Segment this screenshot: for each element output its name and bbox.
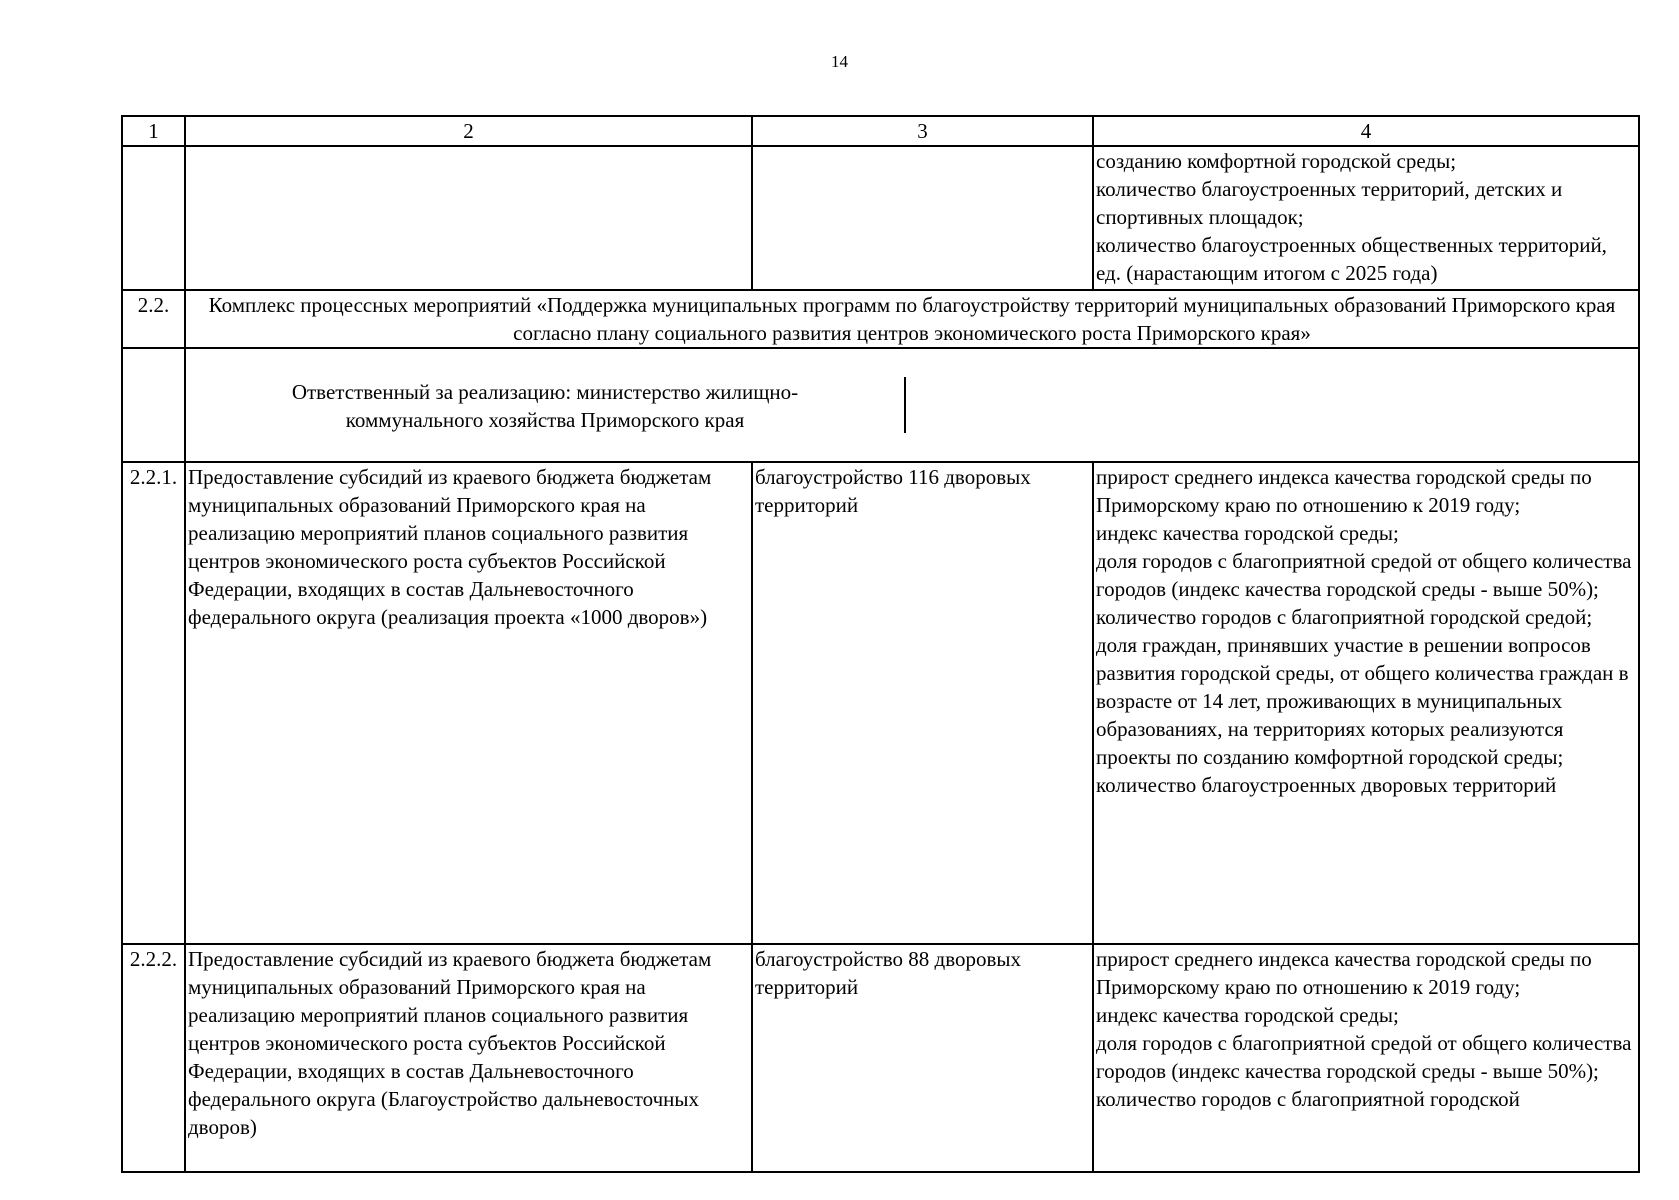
complex-row bbox=[122, 290, 1639, 348]
header-col-1: 1 bbox=[122, 116, 185, 146]
row-indicators: прирост среднего индекса качества городской среды по Приморскому краю по отношению к 2019 году; индекс качества городской среды; доля городов с благоприятной средой от общего количества городов (индекс качества городской среды - выше 50%); количество городов с благоприятной городской средой; доля граждан, принявших участие в решении вопросов развития городской среды, от общего количества граждан в возрасте от 14 лет, проживающих в муниципальных образованиях, на территориях которых реализуются проекты по созданию комфортной городской среды; количество благоустроенных дворовых территорий bbox=[1093, 462, 1639, 944]
header-col-3: 3 bbox=[752, 116, 1093, 146]
complex-number: 2.2. bbox=[122, 290, 185, 348]
row-result: благоустройство 116 дворовых территорий bbox=[752, 462, 1093, 944]
responsible-col-1 bbox=[122, 348, 185, 462]
row-indicators: прирост среднего индекса качества городской среды по Приморскому краю по отношению к 2019 году; индекс качества городской среды; доля городов с благоприятной средой от общего количества городов (индекс качества городской среды - выше 50%); количество городов с благоприятной городской bbox=[1093, 944, 1639, 1172]
header-col-4: 4 bbox=[1093, 116, 1639, 146]
continuation-col-3 bbox=[752, 146, 1093, 290]
complex-title: Комплекс процессных мероприятий «Поддержка муниципальных программ по благоустройству территорий муниципальных образований Приморского края согласно плану социального развития центров экономического роста Приморского края» bbox=[185, 290, 1639, 348]
table-header-row bbox=[122, 116, 1639, 146]
continuation-col-2 bbox=[185, 146, 752, 290]
responsible-cell bbox=[185, 348, 1639, 462]
measures-table bbox=[121, 115, 1640, 1173]
continuation-col-1 bbox=[122, 146, 185, 290]
header-col-2: 2 bbox=[185, 116, 752, 146]
continuation-indicators: созданию комфортной городской среды; количество благоустроенных территорий, детских и спортивных площадок; количество благоустроенных общественных территорий, ед. (нарастающим итогом с 2025 года) bbox=[1093, 146, 1639, 290]
responsible-empty bbox=[906, 377, 1638, 433]
row-description: Предоставление субсидий из краевого бюджета бюджетам муниципальных образований Приморского края на реализацию мероприятий планов социального развития центров экономического роста субъектов Российской Федерации, входящих в состав Дальневосточного федерального округа (реализация проекта «1000 дворов») bbox=[185, 462, 752, 944]
table-row bbox=[122, 462, 1639, 944]
row-number: 2.2.2. bbox=[122, 944, 185, 1172]
continuation-row bbox=[122, 146, 1639, 290]
table-row bbox=[122, 944, 1639, 1172]
responsible-text: Ответственный за реализацию: министерство жилищно- коммунального хозяйства Приморского края bbox=[186, 377, 906, 433]
row-result: благоустройство 88 дворовых территорий bbox=[752, 944, 1093, 1172]
page-number: 14 bbox=[831, 52, 848, 71]
row-description: Предоставление субсидий из краевого бюджета бюджетам муниципальных образований Приморского края на реализацию мероприятий планов социального развития центров экономического роста субъектов Российской Федерации, входящих в состав Дальневосточного федерального округа (Благоустройство дальневосточных дворов) bbox=[185, 944, 752, 1172]
row-number: 2.2.1. bbox=[122, 462, 185, 944]
responsible-row bbox=[122, 348, 1639, 462]
